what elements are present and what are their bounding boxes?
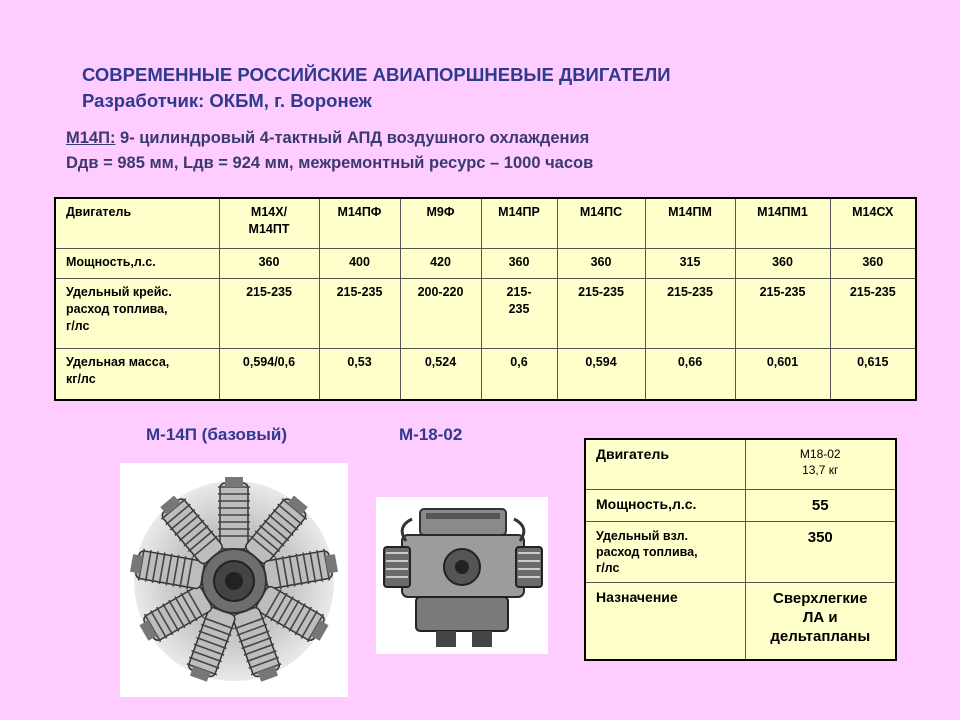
description-line-2: Dдв = 985 мм, Lдв = 924 мм, межремонтный ресурс – 1000 часов — [66, 154, 594, 172]
specs-cell: 0,594 — [557, 348, 645, 400]
specs-row — [55, 248, 916, 278]
specs-cell: 215-235 — [219, 278, 319, 348]
m18-row — [585, 582, 896, 660]
slide-title — [82, 62, 671, 114]
specs-cell: 0,66 — [645, 348, 735, 400]
engine-type-text: 9- цилиндровый 4-тактный АПД воздушного охлаждения — [115, 129, 590, 147]
m18-row — [585, 521, 896, 582]
specs-cell: 215-235 — [830, 278, 916, 348]
caption-m18-02: М-18-02 — [399, 425, 463, 444]
m18-specs-table — [584, 438, 897, 661]
specs-cell: 0,53 — [319, 348, 400, 400]
specs-header-row — [55, 198, 916, 248]
specs-cell: 420 — [400, 248, 481, 278]
m18-row-label: Мощность,л.с. — [585, 489, 745, 521]
engine-column-header: М14ПР — [481, 198, 557, 248]
m18-header-value: М18-02 13,7 кг — [745, 439, 896, 489]
specs-cell: 0,594/0,6 — [219, 348, 319, 400]
m18-row-value: 55 — [745, 489, 896, 521]
boxer-engine-drawing — [376, 497, 548, 654]
specs-cell: 0,601 — [735, 348, 830, 400]
specs-cell: 215-235 — [735, 278, 830, 348]
engine-model-label: М14П: — [66, 129, 116, 147]
engine-column-header: М14ПФ — [319, 198, 400, 248]
m18-header-row — [585, 439, 896, 489]
specs-row — [55, 348, 916, 400]
specs-row-label: Удельная масса, кг/лс — [55, 348, 219, 400]
specs-cell: 360 — [830, 248, 916, 278]
specs-row — [55, 278, 916, 348]
engine-column-header: М14ПМ — [645, 198, 735, 248]
m18-engine-photo — [376, 497, 548, 654]
specs-header-label: Двигатель — [55, 198, 219, 248]
title-line-1: СОВРЕМЕННЫЕ РОССИЙСКИЕ АВИАПОРШНЕВЫЕ ДВИГАТЕЛИ — [82, 64, 671, 85]
specs-cell: 0,615 — [830, 348, 916, 400]
specs-cell: 360 — [735, 248, 830, 278]
engine-specs-table — [54, 197, 917, 401]
specs-cell: 215-235 — [319, 278, 400, 348]
specs-cell: 215- 235 — [481, 278, 557, 348]
specs-cell: 215-235 — [645, 278, 735, 348]
engine-description — [66, 126, 593, 176]
specs-row-label: Удельный крейс. расход топлива, г/лс — [55, 278, 219, 348]
engine-column-header: М14СХ — [830, 198, 916, 248]
specs-cell: 360 — [219, 248, 319, 278]
m18-row-value: Сверхлегкие ЛА и дельтапланы — [745, 582, 896, 660]
specs-cell: 360 — [557, 248, 645, 278]
specs-row-label: Мощность,л.с. — [55, 248, 219, 278]
cylinder-shape — [218, 477, 250, 549]
specs-cell: 315 — [645, 248, 735, 278]
engine-column-header: М9Ф — [400, 198, 481, 248]
specs-cell: 360 — [481, 248, 557, 278]
m18-row-label: Назначение — [585, 582, 745, 660]
specs-cell: 215-235 — [557, 278, 645, 348]
description-line-1 — [66, 126, 593, 151]
m18-row-label: Удельный взл. расход топлива, г/лс — [585, 521, 745, 582]
engine-column-header: М14Х/ М14ПТ — [219, 198, 319, 248]
caption-m14p: М-14П (базовый) — [146, 425, 287, 444]
engine-column-header: М14ПМ1 — [735, 198, 830, 248]
m18-row — [585, 489, 896, 521]
specs-cell: 400 — [319, 248, 400, 278]
m18-row-value: 350 — [745, 521, 896, 582]
specs-cell: 200-220 — [400, 278, 481, 348]
specs-cell: 0,524 — [400, 348, 481, 400]
specs-cell: 0,6 — [481, 348, 557, 400]
m18-header-label: Двигатель — [585, 439, 745, 489]
m14p-engine-photo — [120, 463, 348, 697]
engine-column-header: М14ПС — [557, 198, 645, 248]
radial-engine-drawing — [120, 463, 348, 697]
title-line-2: Разработчик: ОКБМ, г. Воронеж — [82, 90, 372, 111]
